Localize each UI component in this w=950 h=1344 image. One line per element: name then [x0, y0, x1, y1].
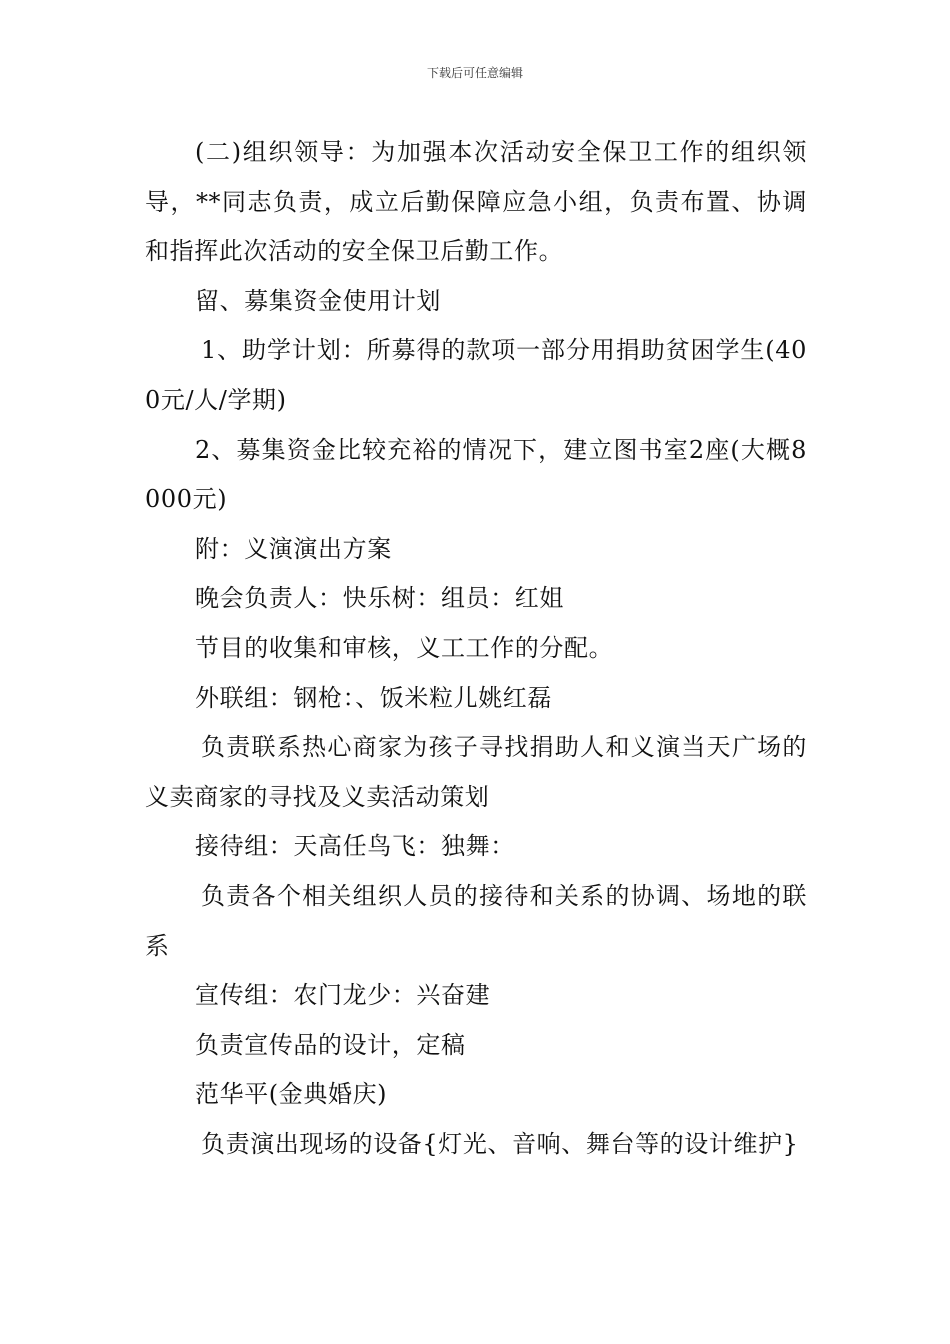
paragraph-liaison-group: 外联组：钢枪：、饭米粒儿姚红磊: [195, 683, 552, 712]
paragraph-reception-group: 接待组：天高任鸟飞：独舞：: [195, 832, 515, 861]
paragraph-publicity-group: 宣传组：农门龙少：兴奋建: [195, 981, 491, 1010]
paragraph-appendix-title: 附：义演演出方案: [195, 534, 392, 563]
paragraph-scholarship-plan: 1、助学计划：所募得的款项一部分用捐助贫困学生(400元/人/学期): [145, 336, 807, 414]
paragraph-gala-leader: 晚会负责人：快乐树：组员：红姐: [195, 584, 564, 613]
paragraph-equipment-duties: 负责演出现场的设备{灯光、音响、舞台等的设计维护}: [201, 1129, 799, 1158]
paragraph-program-review: 节目的收集和审核，义工工作的分配。: [195, 633, 614, 662]
paragraph-fund-usage-heading: 留、募集资金使用计划: [195, 286, 441, 315]
paragraph-library-plan: 2、募集资金比较充裕的情况下，建立图书室2座(大概8000元): [145, 435, 807, 514]
paragraph-liaison-duties: 负责联系热心商家为孩子寻找捐助人和义演当天广场的义卖商家的寻找及义卖活动策划: [145, 733, 807, 811]
document-body: [145, 128, 807, 1169]
paragraph-reception-duties: 负责各个相关组织人员的接待和关系的协调、场地的联系: [145, 881, 807, 960]
page-header: 下载后可任意编辑: [426, 66, 523, 80]
paragraph-organization-leadership: (二)组织领导：为加强本次活动安全保卫工作的组织领导，**同志负责，成立后勤保障应急小组，负责布置、协调和指挥此次活动的安全保卫后勤工作。: [145, 138, 807, 266]
paragraph-publicity-duties: 负责宣传品的设计，定稿: [195, 1030, 466, 1059]
paragraph-equipment-contact: 范华平(金典婚庆): [195, 1080, 388, 1109]
